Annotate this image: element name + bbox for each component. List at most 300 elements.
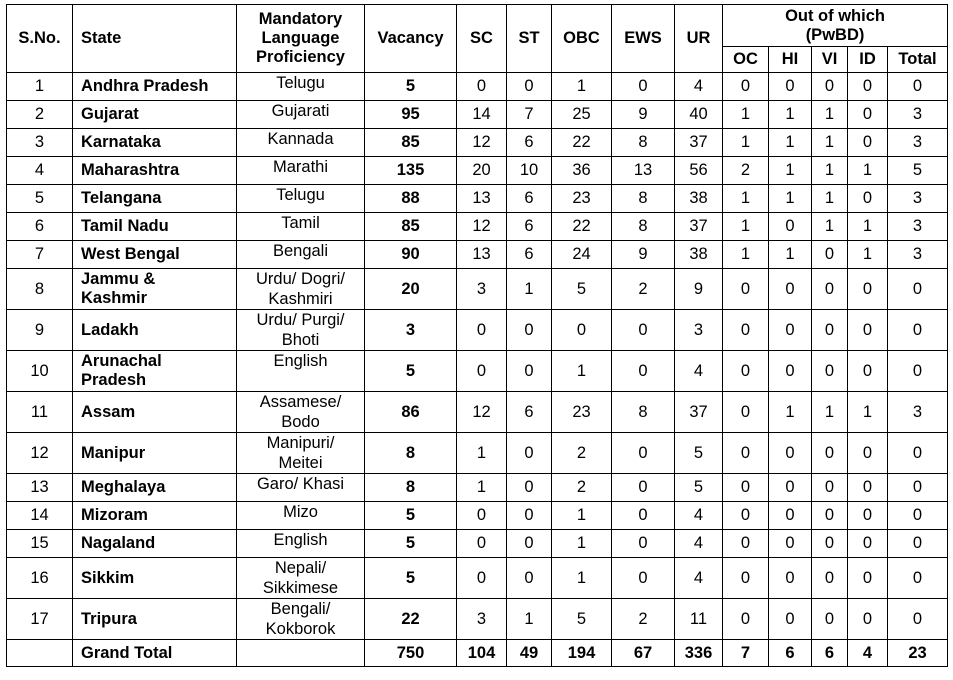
ews-cell: 0	[612, 474, 675, 502]
vacancy-cell: 5	[365, 558, 457, 599]
sc-cell: 14	[457, 101, 507, 129]
sc-cell: 3	[457, 599, 507, 640]
language-cell	[237, 101, 365, 129]
language-cell	[237, 502, 365, 530]
id-cell: 0	[848, 599, 888, 640]
language-line: Meitei	[278, 454, 323, 472]
sc-cell: 12	[457, 129, 507, 157]
table-row	[7, 310, 948, 351]
obc-cell: 1	[552, 351, 612, 392]
state-name-line: Maharashtra	[81, 161, 180, 179]
sno-cell: 16	[7, 558, 73, 599]
vi-cell: 0	[812, 599, 848, 640]
sc-cell: 1	[457, 474, 507, 502]
vacancy-cell: 95	[365, 101, 457, 129]
obc-cell: 23	[552, 185, 612, 213]
ur-cell: 37	[675, 129, 723, 157]
id-cell: 0	[848, 351, 888, 392]
vacancy-table	[6, 4, 948, 667]
ur-cell: 4	[675, 558, 723, 599]
table-row	[7, 351, 948, 392]
hi-cell: 0	[769, 502, 812, 530]
state-name-line: Ladakh	[81, 320, 139, 339]
oc-cell: 0	[723, 474, 769, 502]
oc-cell: 1	[723, 241, 769, 269]
state-name-line: Andhra Pradesh	[81, 77, 209, 95]
hi-cell: 0	[769, 599, 812, 640]
language-line: Tamil	[281, 214, 320, 232]
ur-cell: 4	[675, 73, 723, 101]
hi-cell: 0	[769, 474, 812, 502]
table-row	[7, 241, 948, 269]
oc-cell: 0	[723, 310, 769, 351]
ews-cell: 2	[612, 599, 675, 640]
vi-cell: 0	[812, 310, 848, 351]
header-language-line-2: Language	[261, 29, 340, 47]
st-cell: 6	[507, 241, 552, 269]
ews-cell: 0	[612, 502, 675, 530]
header-pwbd-line-1: Out of which	[785, 6, 885, 25]
oc-cell: 0	[723, 392, 769, 433]
id-cell: 0	[848, 185, 888, 213]
language-cell	[237, 351, 365, 392]
obc-cell: 22	[552, 129, 612, 157]
language-line: Marathi	[272, 158, 329, 176]
total-cell: 3	[888, 101, 948, 129]
state-cell	[73, 269, 237, 310]
st-cell: 1	[507, 269, 552, 310]
header-id: ID	[848, 47, 888, 73]
language-line: Kannada	[267, 130, 334, 148]
sno-cell: 4	[7, 157, 73, 185]
vi-cell: 0	[812, 433, 848, 474]
vi-cell: 0	[812, 269, 848, 310]
total-cell: 0	[888, 599, 948, 640]
state-cell	[73, 129, 237, 157]
ur-cell: 5	[675, 474, 723, 502]
state-name-line: Mizoram	[81, 506, 148, 524]
st-cell: 6	[507, 213, 552, 241]
oc-cell: 0	[723, 502, 769, 530]
language-cell	[237, 185, 365, 213]
state-cell	[73, 157, 237, 185]
grand-total-obc: 194	[552, 640, 612, 667]
grand-total-sno	[7, 640, 73, 667]
vi-cell: 1	[812, 213, 848, 241]
state-cell	[73, 101, 237, 129]
language-cell	[237, 269, 365, 310]
oc-cell: 1	[723, 185, 769, 213]
table-row	[7, 213, 948, 241]
st-cell: 0	[507, 530, 552, 558]
id-cell: 0	[848, 269, 888, 310]
total-cell: 0	[888, 502, 948, 530]
state-cell	[73, 502, 237, 530]
language-cell	[237, 241, 365, 269]
sno-cell: 12	[7, 433, 73, 474]
hi-cell: 0	[769, 213, 812, 241]
table-row	[7, 474, 948, 502]
state-name-line: Tripura	[81, 609, 137, 628]
table-row	[7, 433, 948, 474]
sc-cell: 0	[457, 502, 507, 530]
header-state: State	[73, 5, 237, 73]
table-row	[7, 558, 948, 599]
state-cell	[73, 392, 237, 433]
oc-cell: 2	[723, 157, 769, 185]
id-cell: 1	[848, 241, 888, 269]
id-cell: 0	[848, 558, 888, 599]
obc-cell: 2	[552, 433, 612, 474]
language-line: Bengali/	[270, 600, 331, 618]
vacancy-cell: 88	[365, 185, 457, 213]
header-language-line-1: Mandatory	[258, 10, 343, 28]
language-line: Sikkimese	[262, 579, 339, 597]
ur-cell: 38	[675, 241, 723, 269]
vacancy-cell: 8	[365, 474, 457, 502]
grand-total-oc: 7	[723, 640, 769, 667]
st-cell: 0	[507, 73, 552, 101]
state-name-line: West Bengal	[81, 245, 180, 263]
id-cell: 1	[848, 392, 888, 433]
ews-cell: 8	[612, 213, 675, 241]
ur-cell: 4	[675, 502, 723, 530]
sno-cell: 3	[7, 129, 73, 157]
ews-cell: 2	[612, 269, 675, 310]
obc-cell: 1	[552, 530, 612, 558]
state-name-line: Gujarat	[81, 105, 139, 123]
id-cell: 0	[848, 530, 888, 558]
hi-cell: 1	[769, 185, 812, 213]
grand-total-ur: 336	[675, 640, 723, 667]
sc-cell: 12	[457, 213, 507, 241]
language-cell	[237, 558, 365, 599]
id-cell: 0	[848, 310, 888, 351]
header-ews: EWS	[612, 5, 675, 73]
state-cell	[73, 185, 237, 213]
st-cell: 0	[507, 558, 552, 599]
hi-cell: 1	[769, 101, 812, 129]
header-language-line-3: Proficiency	[256, 48, 345, 66]
header-vacancy: Vacancy	[365, 5, 457, 73]
oc-cell: 0	[723, 558, 769, 599]
vi-cell: 0	[812, 241, 848, 269]
vi-cell: 0	[812, 474, 848, 502]
sno-cell: 5	[7, 185, 73, 213]
header-ur: UR	[675, 5, 723, 73]
language-line: Garo/ Khasi	[256, 475, 345, 493]
language-line: Urdu/ Dogri/	[256, 270, 345, 288]
language-cell	[237, 129, 365, 157]
sc-cell: 13	[457, 185, 507, 213]
id-cell: 1	[848, 157, 888, 185]
grand-total-vacancy: 750	[365, 640, 457, 667]
obc-cell: 5	[552, 599, 612, 640]
ews-cell: 9	[612, 241, 675, 269]
hi-cell: 1	[769, 241, 812, 269]
state-name-line: Nagaland	[81, 534, 156, 552]
oc-cell: 0	[723, 73, 769, 101]
id-cell: 0	[848, 433, 888, 474]
obc-cell: 23	[552, 392, 612, 433]
state-name-line: Manipur	[81, 443, 146, 462]
total-cell: 3	[888, 392, 948, 433]
vi-cell: 0	[812, 73, 848, 101]
sno-cell: 15	[7, 530, 73, 558]
grand-total-ews: 67	[612, 640, 675, 667]
language-cell	[237, 157, 365, 185]
hi-cell: 0	[769, 269, 812, 310]
sc-cell: 1	[457, 433, 507, 474]
total-cell: 0	[888, 310, 948, 351]
hi-cell: 0	[769, 558, 812, 599]
hi-cell: 1	[769, 129, 812, 157]
oc-cell: 0	[723, 433, 769, 474]
ews-cell: 8	[612, 129, 675, 157]
sc-cell: 20	[457, 157, 507, 185]
header-total: Total	[888, 47, 948, 73]
sc-cell: 0	[457, 530, 507, 558]
sc-cell: 0	[457, 73, 507, 101]
obc-cell: 2	[552, 474, 612, 502]
sno-cell: 2	[7, 101, 73, 129]
obc-cell: 36	[552, 157, 612, 185]
obc-cell: 1	[552, 502, 612, 530]
hi-cell: 0	[769, 351, 812, 392]
state-name-line: Karnataka	[81, 133, 161, 151]
language-line: English	[273, 352, 328, 370]
header-language	[237, 5, 365, 73]
state-name-line: Sikkim	[81, 568, 135, 587]
language-line: Nepali/	[274, 559, 327, 577]
table-row	[7, 73, 948, 101]
language-line: Kokborok	[265, 620, 336, 638]
total-cell: 3	[888, 213, 948, 241]
ews-cell: 13	[612, 157, 675, 185]
oc-cell: 0	[723, 530, 769, 558]
table-row	[7, 530, 948, 558]
total-cell: 0	[888, 351, 948, 392]
state-name-line: Meghalaya	[81, 478, 166, 496]
obc-cell: 25	[552, 101, 612, 129]
language-line: Telugu	[276, 186, 325, 204]
header-sc: SC	[457, 5, 507, 73]
header-st: ST	[507, 5, 552, 73]
grand-total-label: Grand Total	[73, 640, 237, 667]
ur-cell: 56	[675, 157, 723, 185]
vacancy-cell: 5	[365, 502, 457, 530]
grand-total-row	[7, 640, 948, 667]
total-cell: 0	[888, 433, 948, 474]
total-cell: 0	[888, 530, 948, 558]
vacancy-cell: 3	[365, 310, 457, 351]
language-cell	[237, 599, 365, 640]
language-line: Bodo	[281, 413, 320, 431]
st-cell: 0	[507, 474, 552, 502]
vacancy-cell: 86	[365, 392, 457, 433]
obc-cell: 1	[552, 558, 612, 599]
vacancy-cell: 22	[365, 599, 457, 640]
language-line: Gujarati	[271, 102, 330, 120]
sno-cell: 6	[7, 213, 73, 241]
header-obc: OBC	[552, 5, 612, 73]
state-name-line: Tamil Nadu	[81, 217, 169, 235]
table-row	[7, 129, 948, 157]
ur-cell: 37	[675, 392, 723, 433]
vacancy-cell: 85	[365, 129, 457, 157]
ews-cell: 9	[612, 101, 675, 129]
state-name-line: Assam	[81, 402, 136, 421]
language-cell	[237, 310, 365, 351]
st-cell: 0	[507, 310, 552, 351]
st-cell: 10	[507, 157, 552, 185]
hi-cell: 1	[769, 157, 812, 185]
sno-cell: 10	[7, 351, 73, 392]
language-cell	[237, 73, 365, 101]
ur-cell: 40	[675, 101, 723, 129]
table-body	[7, 73, 948, 640]
header-oc: OC	[723, 47, 769, 73]
st-cell: 6	[507, 392, 552, 433]
hi-cell: 0	[769, 530, 812, 558]
sc-cell: 12	[457, 392, 507, 433]
ews-cell: 8	[612, 185, 675, 213]
st-cell: 6	[507, 129, 552, 157]
sno-cell: 17	[7, 599, 73, 640]
oc-cell: 1	[723, 101, 769, 129]
state-cell	[73, 599, 237, 640]
total-cell: 3	[888, 185, 948, 213]
ews-cell: 0	[612, 73, 675, 101]
language-cell	[237, 530, 365, 558]
vacancy-cell: 5	[365, 73, 457, 101]
obc-cell: 0	[552, 310, 612, 351]
ur-cell: 3	[675, 310, 723, 351]
total-cell: 3	[888, 241, 948, 269]
state-cell	[73, 474, 237, 502]
ews-cell: 0	[612, 310, 675, 351]
vi-cell: 1	[812, 101, 848, 129]
id-cell: 0	[848, 129, 888, 157]
header-pwbd-group	[723, 5, 948, 47]
table-row	[7, 157, 948, 185]
total-cell: 0	[888, 269, 948, 310]
sno-cell: 11	[7, 392, 73, 433]
vacancy-cell: 5	[365, 530, 457, 558]
language-line: Bengali	[272, 242, 329, 260]
st-cell: 6	[507, 185, 552, 213]
obc-cell: 5	[552, 269, 612, 310]
hi-cell: 0	[769, 73, 812, 101]
hi-cell: 0	[769, 310, 812, 351]
vacancy-cell: 5	[365, 351, 457, 392]
sno-cell: 13	[7, 474, 73, 502]
st-cell: 1	[507, 599, 552, 640]
id-cell: 1	[848, 213, 888, 241]
language-line: Manipuri/	[266, 434, 335, 452]
header-hi: HI	[769, 47, 812, 73]
state-cell	[73, 558, 237, 599]
language-line: Bhoti	[281, 331, 320, 349]
state-cell	[73, 73, 237, 101]
state-name-line: Arunachal	[81, 352, 162, 370]
language-cell	[237, 392, 365, 433]
ews-cell: 0	[612, 558, 675, 599]
ur-cell: 5	[675, 433, 723, 474]
ur-cell: 11	[675, 599, 723, 640]
vi-cell: 0	[812, 351, 848, 392]
oc-cell: 1	[723, 213, 769, 241]
ews-cell: 0	[612, 433, 675, 474]
obc-cell: 22	[552, 213, 612, 241]
language-cell	[237, 474, 365, 502]
table-row	[7, 392, 948, 433]
ur-cell: 37	[675, 213, 723, 241]
sc-cell: 13	[457, 241, 507, 269]
vi-cell: 1	[812, 129, 848, 157]
sno-cell: 9	[7, 310, 73, 351]
table-row	[7, 185, 948, 213]
grand-total-id: 4	[848, 640, 888, 667]
grand-total-sc: 104	[457, 640, 507, 667]
st-cell: 7	[507, 101, 552, 129]
state-cell	[73, 433, 237, 474]
st-cell: 0	[507, 433, 552, 474]
state-cell	[73, 351, 237, 392]
ur-cell: 9	[675, 269, 723, 310]
language-line: Urdu/ Purgi/	[256, 311, 345, 329]
language-cell	[237, 213, 365, 241]
ur-cell: 38	[675, 185, 723, 213]
table-row	[7, 599, 948, 640]
state-cell	[73, 213, 237, 241]
state-name-line: Kashmir	[81, 289, 148, 307]
state-cell	[73, 310, 237, 351]
st-cell: 0	[507, 502, 552, 530]
vi-cell: 1	[812, 392, 848, 433]
header-pwbd-line-2: (PwBD)	[805, 25, 865, 44]
vi-cell: 0	[812, 502, 848, 530]
sno-cell: 8	[7, 269, 73, 310]
total-cell: 0	[888, 474, 948, 502]
id-cell: 0	[848, 101, 888, 129]
table-row	[7, 101, 948, 129]
vacancy-cell: 20	[365, 269, 457, 310]
st-cell: 0	[507, 351, 552, 392]
sno-cell: 7	[7, 241, 73, 269]
header-vi: VI	[812, 47, 848, 73]
language-line: English	[273, 531, 328, 549]
state-cell	[73, 530, 237, 558]
table-row	[7, 502, 948, 530]
total-cell: 0	[888, 73, 948, 101]
sc-cell: 0	[457, 310, 507, 351]
language-line: Assamese/	[259, 393, 342, 411]
state-name-line: Telangana	[81, 189, 162, 207]
ur-cell: 4	[675, 351, 723, 392]
ews-cell: 0	[612, 351, 675, 392]
grand-total-lang	[237, 640, 365, 667]
obc-cell: 24	[552, 241, 612, 269]
language-cell	[237, 433, 365, 474]
header-row	[7, 5, 948, 47]
language-line: Telugu	[276, 74, 325, 92]
vacancy-cell: 135	[365, 157, 457, 185]
oc-cell: 0	[723, 351, 769, 392]
vi-cell: 1	[812, 185, 848, 213]
sno-cell: 14	[7, 502, 73, 530]
oc-cell: 0	[723, 599, 769, 640]
